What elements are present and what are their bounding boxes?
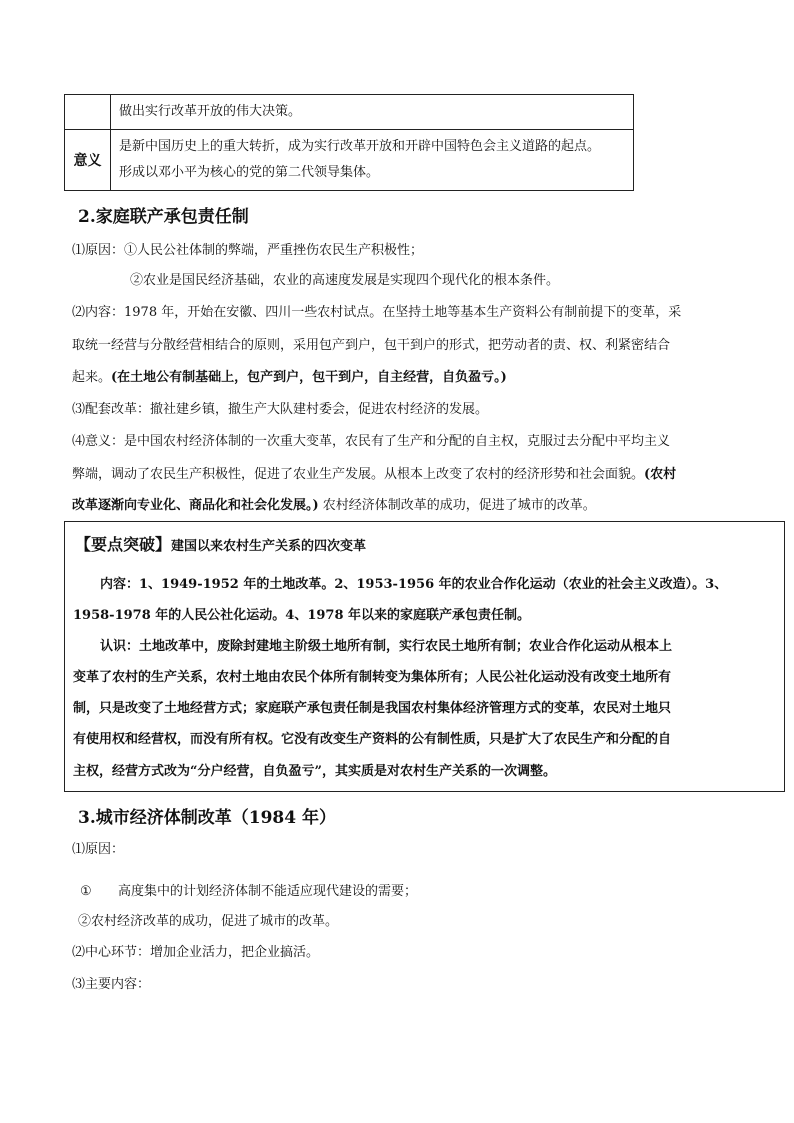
list-item: ②农村经济改革的成功，促进了城市的改革。 bbox=[78, 914, 339, 929]
text-run: 弊端，调动了农民生产积极性，促进了农业生产发展。从根本上改变了农村的经济形势和社会面貌。 bbox=[72, 467, 645, 482]
table-cell bbox=[111, 95, 633, 129]
table-text: 形成以邓小平为核心的党的第二代领导集体。 bbox=[119, 165, 380, 180]
paragraph-line bbox=[72, 496, 596, 516]
paragraph-line: ⑶主要内容： bbox=[72, 977, 151, 992]
table-label-meaning: 意义 bbox=[65, 130, 111, 190]
paragraph-line: ⑵中心环节：增加企业活力，把企业搞活。 bbox=[72, 945, 320, 960]
box-subtitle: 建国以来农村生产关系的四次变革 bbox=[171, 539, 367, 554]
table-row bbox=[65, 129, 633, 190]
section-heading: 2.家庭联产承包责任制 bbox=[78, 207, 249, 227]
paragraph-line: ⑶配套改革：撤社建乡镇，撤生产大队建村委会，促进农村经济的发展。 bbox=[72, 402, 489, 417]
paragraph-line: 1958-1978 年的人民公社化运动。4、1978 年以来的家庭联产承包责任制。 bbox=[73, 608, 531, 623]
key-points-box bbox=[64, 521, 785, 792]
bold-text-run: 改革逐渐向专业化、商品化和社会化发展。) bbox=[72, 498, 319, 513]
bold-text-run: (在土地公有制基础上，包产到户，包干到户，自主经营，自负盈亏。) bbox=[111, 370, 507, 385]
box-heading bbox=[75, 535, 366, 557]
table-label-empty bbox=[65, 95, 111, 129]
paragraph-line: ⑴原因：①人民公社体制的弊端，严重挫伤农民生产积极性； bbox=[72, 243, 424, 258]
paragraph-line bbox=[72, 465, 676, 485]
paragraph-line: 取统一经营与分散经营相结合的原则，采用包产到户，包干到户的形式，把劳动者的责、权、利紧密结合 bbox=[72, 338, 671, 353]
paragraph-line: 制，只是改变了土地经营方式；家庭联产承包责任制是我国农村集体经济管理方式的变革，农民对土地只 bbox=[73, 701, 672, 716]
list-item: 高度集中的计划经济体制不能适应现代建设的需要； bbox=[118, 884, 418, 899]
paragraph-line: 变革了农村的生产关系，农村土地由农民个体所有制转变为集体所有；人民公社化运动没有改变土地所有 bbox=[73, 670, 672, 685]
list-item-number: ① bbox=[80, 884, 92, 899]
paragraph-line bbox=[72, 368, 507, 388]
table-row bbox=[65, 95, 633, 129]
paragraph-line: 内容：1、1949-1952 年的土地改革。2、1953-1956 年的农业合作化运动（农业的社会主义改造）。3、 bbox=[100, 577, 728, 592]
paragraph-line: 认识：土地改革中，废除封建地主阶级土地所有制，实行农民土地所有制；农业合作化运动从根本上 bbox=[100, 639, 673, 654]
paragraph-line: ⑷意义：是中国农村经济体制的一次重大变革，农民有了生产和分配的自主权，克服过去分配中平均主义 bbox=[72, 434, 671, 449]
table-text: 做出实行改革开放的伟大决策。 bbox=[119, 104, 302, 119]
section-heading: 3.城市经济体制改革（1984 年） bbox=[78, 808, 336, 828]
paragraph-line: 主权，经营方式改为“分户经营，自负盈亏”，其实质是对农村生产关系的一次调整。 bbox=[73, 764, 556, 779]
paragraph-line: ⑴原因： bbox=[72, 842, 125, 857]
paragraph-line: ⑵内容：1978 年，开始在安徽、四川一些农村试点。在坚持土地等基本生产资料公有制前提下的变革，采 bbox=[72, 305, 682, 320]
table-cell bbox=[111, 130, 633, 190]
text-run: 起来。 bbox=[72, 370, 112, 385]
paragraph-line: 有使用权和经营权，而没有所有权。它没有改变生产资料的公有制性质，只是扩大了农民生产和分配的自 bbox=[73, 732, 672, 747]
text-run: 农村经济体制改革的成功，促进了城市的改革。 bbox=[318, 498, 596, 513]
decision-table bbox=[64, 94, 634, 191]
table-text: 是新中国历史上的重大转折，成为实行改革开放和开辟中国特色会主义道路的起点。 bbox=[119, 139, 601, 154]
bold-text-run: (农村 bbox=[644, 467, 677, 482]
box-title: 【要点突破】 bbox=[75, 535, 172, 554]
paragraph-line: ②农业是国民经济基础，农业的高速度发展是实现四个现代化的根本条件。 bbox=[130, 273, 560, 288]
